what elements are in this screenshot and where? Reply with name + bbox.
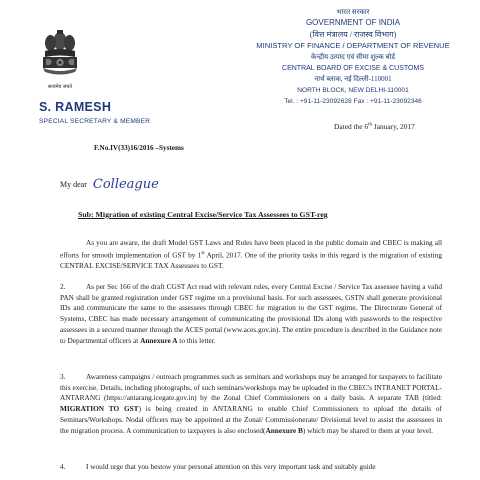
paragraph-number: 3. bbox=[60, 372, 66, 381]
letterhead-hindi-ministry: (वित्त मंत्रालय / राजस्व विभाग) bbox=[309, 30, 397, 39]
paragraph-4: 4. I would urge that you bestow your personal attention on this very important task and suitably guide bbox=[60, 462, 376, 471]
salutation-text: My dear bbox=[60, 180, 87, 189]
sender-designation: SPECIAL SECRETARY & MEMBER bbox=[39, 118, 151, 125]
paragraph-number: 2. bbox=[60, 282, 66, 291]
annexure-b-ref: Annexure B bbox=[265, 425, 303, 435]
paragraph-3: 3. Awareness campaigns / outreach programmes such as seminars and workshops may be arranged for taxpayers to facilitate this exercise. Details, including photographs, of such seminars/workshops may be uploaded in the CBEC's INTRANET PORTAL-ANTARANG (https://antarang.icegate.gov.in) by the Zonal Chief Commissioners on a daily basis. A separate TAB (titled: MIGRATION TO GST) is being created in ANTARANG to enable Chief Commissioners to upload the details of Seminars/Workshops. Nodal officers may be appointed at the Zonal/ Commissionerate/ Divisional level to assist the assessees in the migration process. A communication to taxpayers is also enclosed(Annexure B) which may be shared to them at your level. bbox=[60, 372, 442, 435]
letterhead-ministry: MINISTRY OF FINANCE / DEPARTMENT OF REVENUE bbox=[256, 41, 450, 50]
letterhead-hindi-address: नार्थ ब्लाक, नई दिल्ली-110001 bbox=[314, 75, 392, 83]
emblem-motto: सत्यमेव जयते bbox=[47, 85, 73, 90]
letterhead-board: CENTRAL BOARD OF EXCISE & CUSTOMS bbox=[282, 65, 424, 72]
migration-tab-title: MIGRATION TO GST bbox=[60, 404, 139, 414]
subject-line: Sub: Migration of existing Central Excise/Service Tax Assessees to GST-reg bbox=[78, 210, 328, 219]
sender-name: S. RAMESH bbox=[39, 100, 112, 114]
paragraph-number: 4. bbox=[60, 462, 66, 471]
file-number: F.No.IV(33)16/2016 –Systems bbox=[94, 144, 184, 152]
letter-date: Dated the 6th January, 2017 bbox=[334, 122, 415, 131]
paragraph-2: 2. As per Sec 166 of the draft CGST Act read with relevant rules, every Central Excise / Service Tax assessee having a valid PAN shall be granted registration under GST regime on a provisional basis. For such assessees, GSTN shall generate provisional IDs and communicate the same to the assessees through CBEC for migration to the GST regime. The Directorate General of Systems, CBEC has made necessary arrangement of communicating the provisional IDs along with passwords to the respective assessees in a secured manner through the ACES portal (www.aces.gov.in). The entire procedure is described in the Guidance note to Departmental officers at Annexure A to this letter. bbox=[60, 282, 442, 345]
letterhead-contact: Tel. : +91-11-23092628 Fax : +91-11-23092346 bbox=[284, 98, 422, 105]
national-emblem-icon bbox=[38, 24, 82, 92]
letterhead-hindi-board: केन्द्रीय उत्पाद एवं सीमा शुल्क बोर्ड bbox=[310, 53, 396, 61]
annexure-a-ref: Annexure A bbox=[140, 335, 178, 345]
salutation bbox=[60, 176, 159, 191]
paragraph-1: As you are aware, the draft Model GST Laws and Rules have been placed in the public domain and CBEC is making all efforts for smooth implementation of GST by 1st April, 2017. One of the priority tasks in this regard is the migration of existing CENTRAL EXCISE/SERVICE TAX Assessees to GST. bbox=[60, 238, 442, 270]
handwritten-salutation: Colleague bbox=[92, 177, 159, 192]
letterhead-address: NORTH BLOCK, NEW DELHI-110001 bbox=[297, 87, 409, 94]
letterhead-govt: GOVERNMENT OF INDIA bbox=[305, 18, 401, 27]
letterhead-hindi-govt: भारत सरकार bbox=[336, 8, 370, 16]
